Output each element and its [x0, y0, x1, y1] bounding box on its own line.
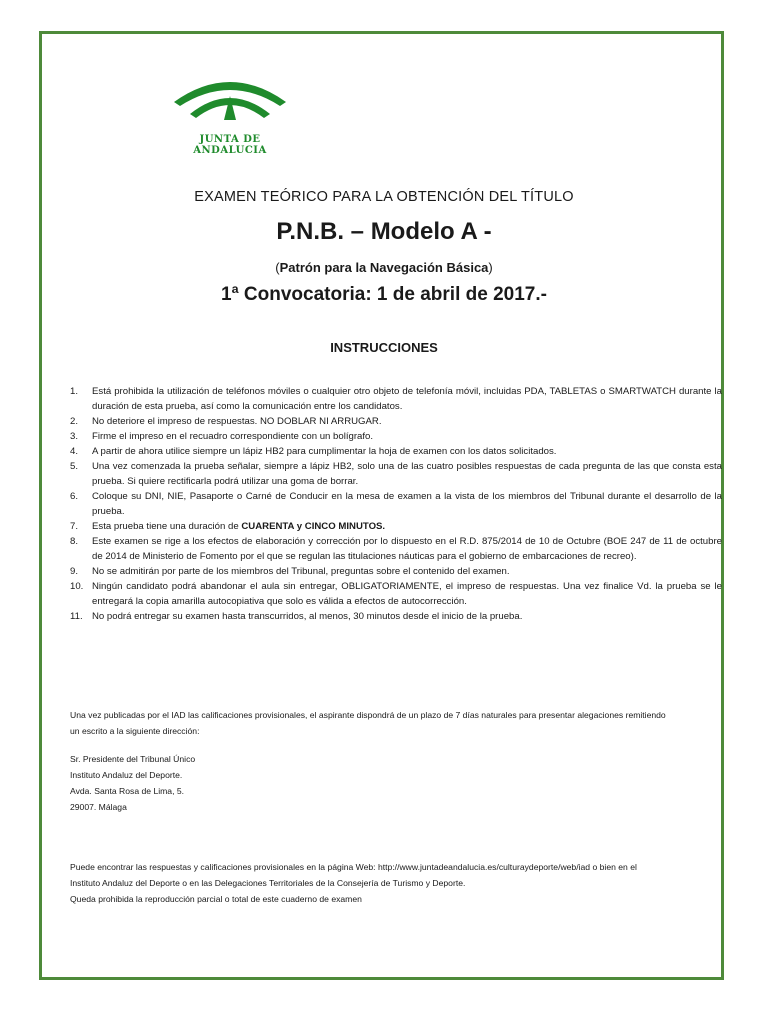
- subtitle-bold: Patrón para la Navegación Básica: [279, 260, 489, 275]
- instruction-item: 2. No deteriore el impreso de respuestas. NO DOBLAR NI ARRUGAR.: [70, 416, 382, 427]
- instruction-item: 8. Este examen se rige a los efectos de elaboración y corrección por lo dispuesto en el R.D. 875/2014 de 10 de Octubre (BOE 247 de 11 de octubre de 2014 de Ministerio de Fomento por el que se regulan las titulaciones náuticas para el gobierno de embarcaciones de recreo).: [70, 536, 722, 562]
- junta-de-andalucia-logo: [168, 68, 292, 156]
- instruction-item: 9. No se admitirán por parte de los miembros del Tribunal, preguntas sobre el contenido del examen.: [70, 566, 510, 577]
- instruction-item: 3. Firme el impreso en el recuadro correspondiente con un bolígrafo.: [70, 431, 374, 442]
- exam-title: EXAMEN TEÓRICO PARA LA OBTENCIÓN DEL TÍTULO: [194, 189, 574, 205]
- instruction-item: 11. No podrá entregar su examen hasta transcurridos, al menos, 30 minutos desde el inicio de la prueba.: [70, 611, 523, 622]
- logo-text: JUNTA DE ANDALUCIA: [193, 134, 267, 156]
- allegations-notice: Una vez publicadas por el IAD las calificaciones provisionales, el aspirante dispondrá de un plazo de 7 días naturales para presentar alegaciones remitiendo un escrito a la siguiente dirección:: [70, 710, 666, 736]
- instruction-item: 4. A partir de ahora utilice siempre un lápiz HB2 para cumplimentar la hoja de examen con los datos solicitados.: [70, 446, 557, 457]
- instruction-item: 7. Esta prueba tiene una duración de CUARENTA y CINCO MINUTOS.: [70, 521, 386, 532]
- instruction-item: 1. Está prohibida la utilización de teléfonos móviles o cualquier otro objeto de telefonía móvil, incluidas PDA, TABLETAS o SMARTWATCH durante la duración de esta prueba, así como la comunicación entre los candidatos.: [70, 386, 722, 412]
- instruction-item: 10. Ningún candidato podrá abandonar el aula sin entregar, OBLIGATORIAMENTE, el impreso de respuestas. Una vez finalice Vd. la prueba se le entregará la copia amarilla autocopiativa que solo es válida a efectos de autocorrección.: [70, 581, 722, 607]
- section-heading: INSTRUCCIONES: [330, 340, 438, 355]
- logo-arcs-icon: [168, 68, 292, 134]
- exam-model-title: P.N.B. – Modelo A -: [276, 218, 492, 245]
- exam-date: 1ª Convocatoria: 1 de abril de 2017.-: [221, 284, 547, 305]
- instruction-item: 5. Una vez comenzada la prueba señalar, siempre a lápiz HB2, solo una de las cuatro posibles respuestas de cada pregunta de las que consta esta prueba. Si quiere rectificarla podrá utilizar una goma de borrar.: [70, 461, 722, 487]
- footer-notes: Puede encontrar las respuestas y calificaciones provisionales en la página Web: http://www.juntadeandalucia.es/culturaydeporte/web/iad o bien en el Instituto Andaluz del Deporte o en las Delegaciones Territoriales de la Consejería de Turismo y Deporte. Queda prohibida la reproducción parcial o total de este cuaderno de examen: [70, 862, 637, 904]
- instruction-item: 6. Coloque su DNI, NIE, Pasaporte o Carné de Conducir en la mesa de examen a la vista de los miembros del Tribunal durante el desarrollo de la prueba.: [70, 491, 722, 517]
- postal-address: Sr. Presidente del Tribunal Único Instituto Andaluz del Deporte. Avda. Santa Rosa de Lima, 5. 29007. Málaga: [70, 754, 196, 812]
- instructions-list: [70, 384, 722, 624]
- exam-subtitle: (Patrón para la Navegación Básica): [275, 260, 493, 275]
